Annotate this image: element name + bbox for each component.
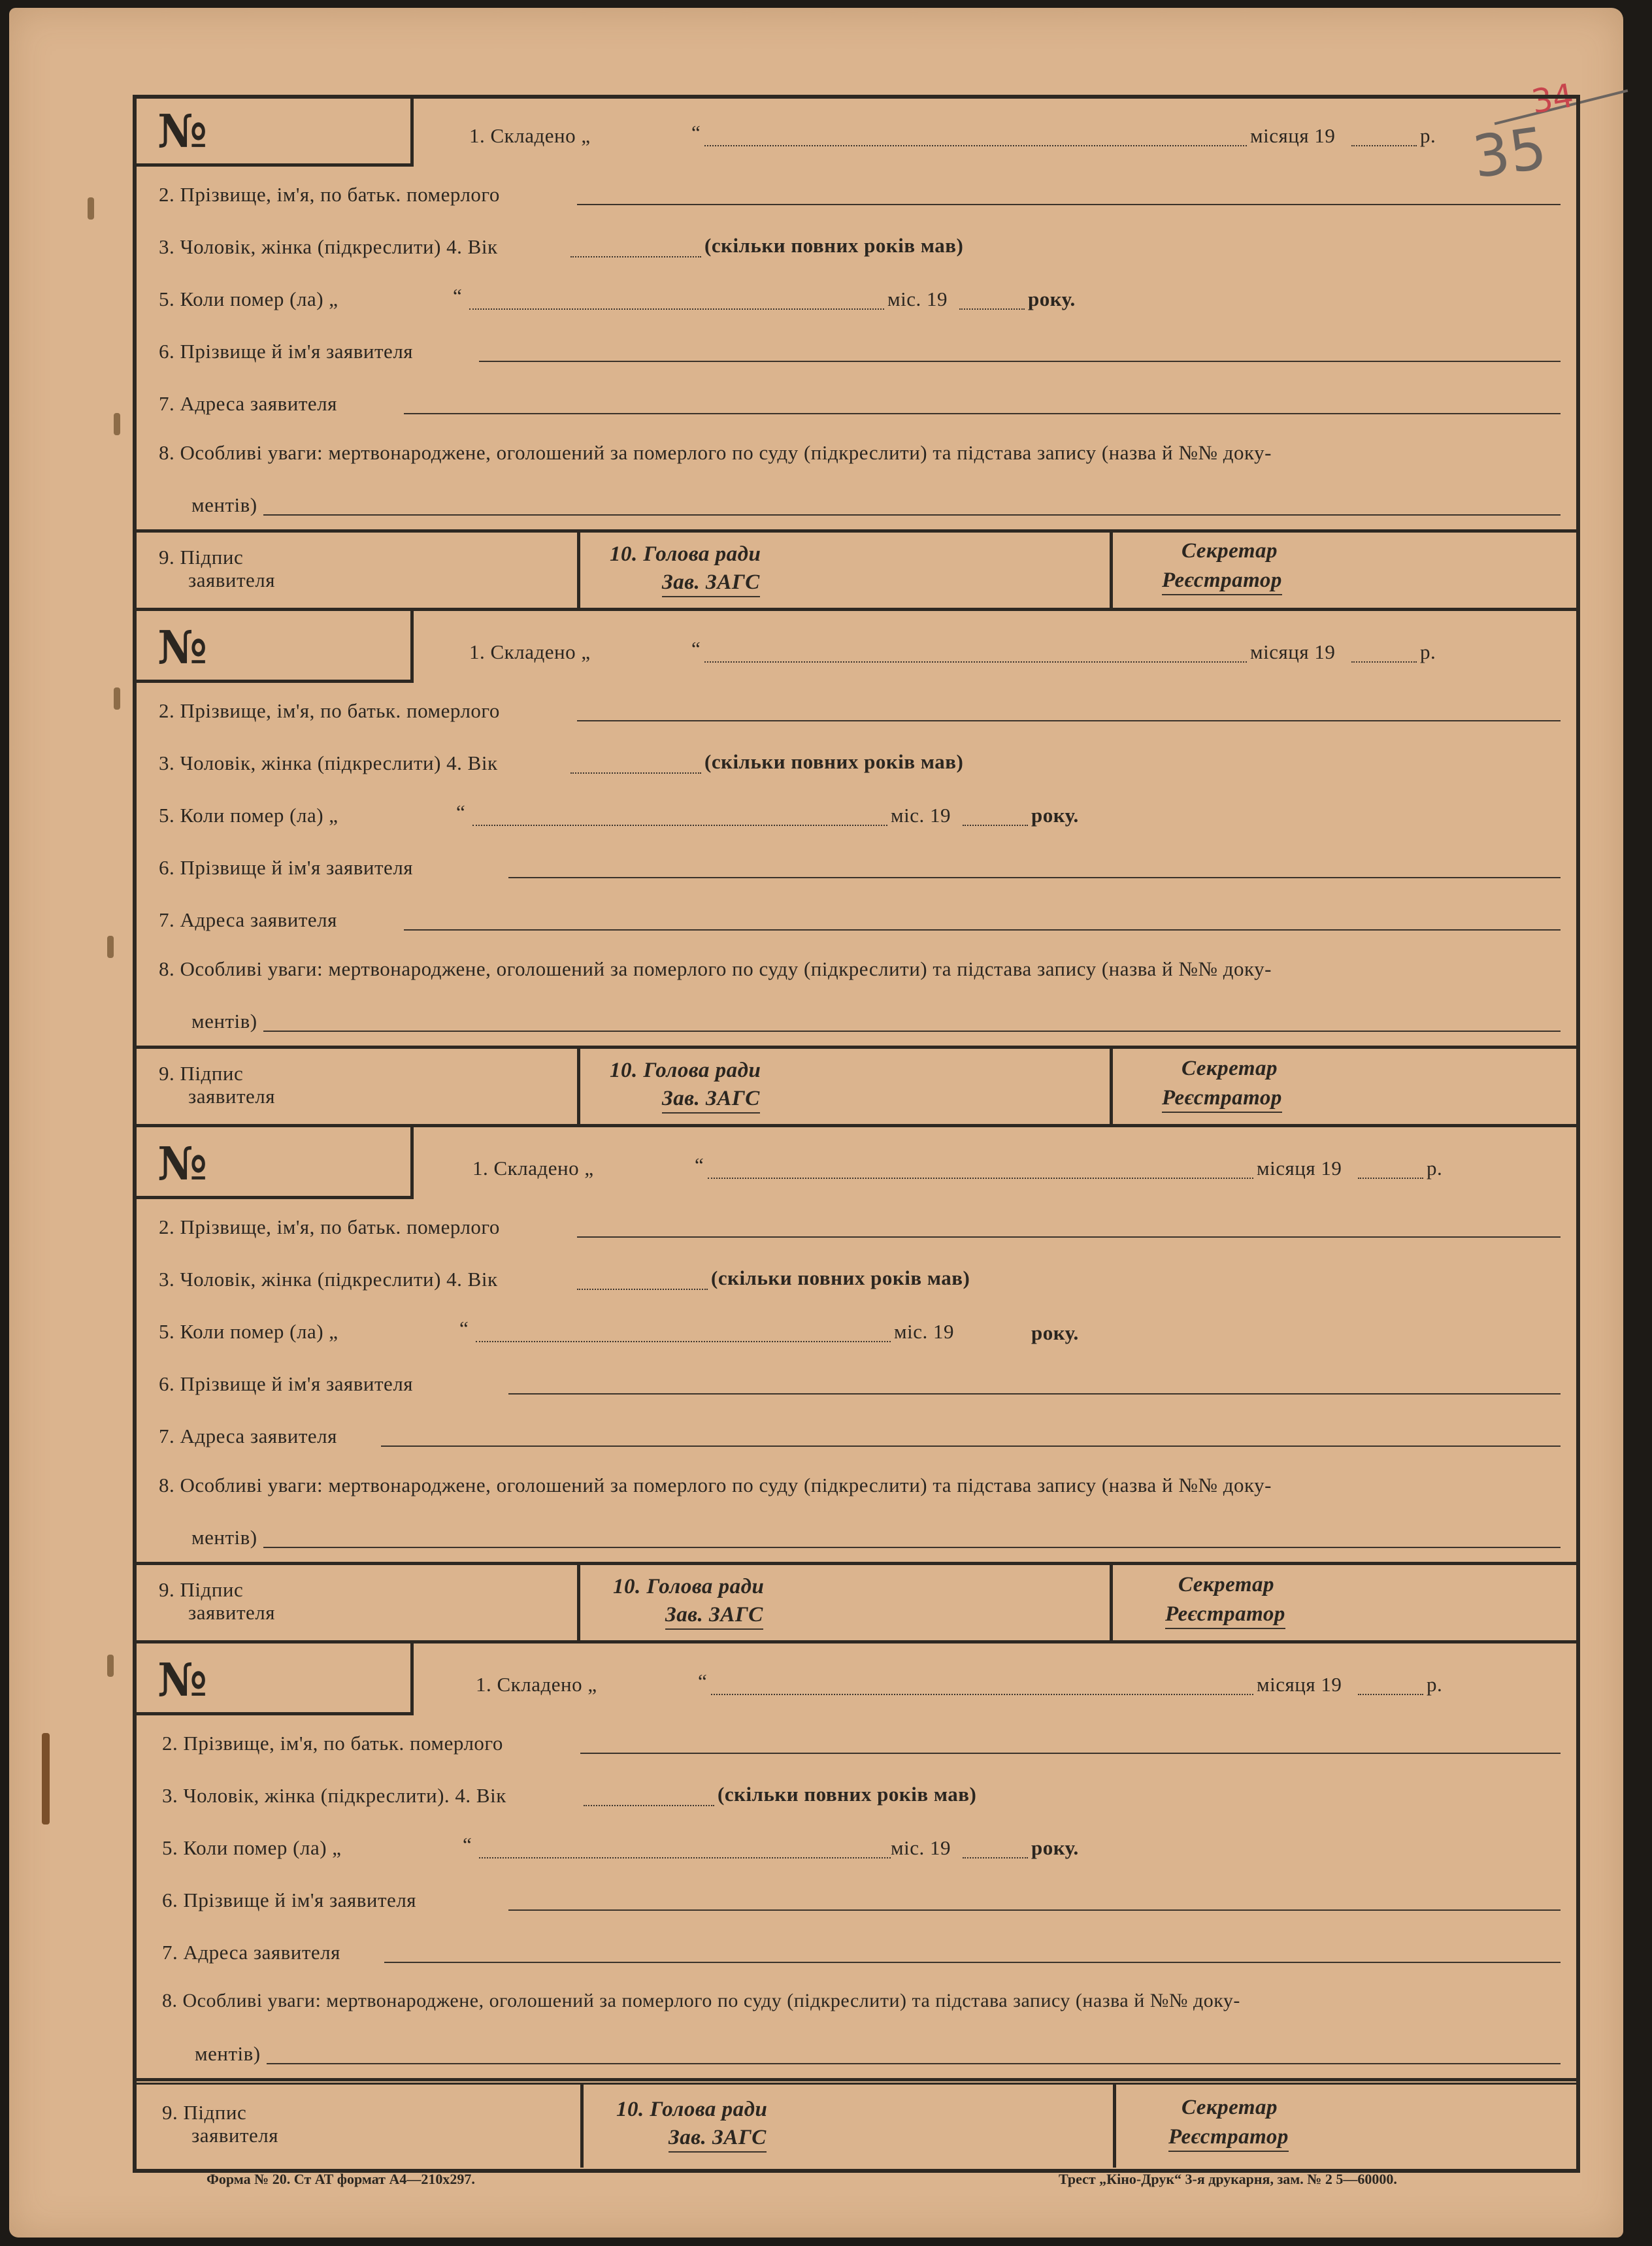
applicant-address-field[interactable] — [404, 929, 1561, 931]
applicant-address-label: 7. Адреса заявителя — [162, 1941, 340, 1964]
surname-label: 2. Прізвище, ім'я, по батьк. померлого — [162, 1732, 503, 1755]
applicant-address-field[interactable] — [404, 413, 1561, 414]
applicant-signature-label-2: заявителя — [188, 569, 276, 591]
died-quote: “ — [456, 801, 466, 823]
surname-field[interactable] — [577, 204, 1561, 205]
died-label: 5. Коли помер (ла) „ — [159, 1320, 339, 1343]
secretary-label: Секретар — [1181, 2096, 1278, 2119]
registry-head-label: Зав. ЗАГС — [665, 1603, 763, 1630]
compiled-label: 1. Складено „ — [469, 124, 591, 147]
applicant-name-field[interactable] — [508, 1393, 1561, 1395]
secretary-label: Секретар — [1178, 1573, 1274, 1596]
remarks-continuation: ментів) — [195, 2042, 261, 2065]
record-number-sign: № — [157, 620, 208, 674]
compiled-label: 1. Складено „ — [476, 1673, 597, 1696]
applicant-signature-label: 9. Підпис — [159, 1578, 244, 1601]
compiled-label: 1. Складено „ — [472, 1157, 594, 1180]
remarks-continuation: ментів) — [191, 1526, 257, 1549]
year-suffix: р. — [1427, 1157, 1443, 1180]
month-label: місяця 19 — [1257, 1673, 1342, 1696]
signature-col-divider — [580, 2083, 584, 2168]
signature-col-divider — [1113, 2083, 1116, 2168]
died-quote: “ — [463, 1833, 472, 1856]
signature-row-divider — [133, 2078, 1580, 2081]
applicant-signature-label: 9. Підпис — [159, 546, 244, 569]
year-suffix: р. — [1420, 640, 1436, 663]
paper-damage-mark — [42, 1733, 50, 1825]
death-month-label: міс. 19 — [887, 288, 948, 310]
applicant-signature-label-2: заявителя — [188, 1085, 276, 1108]
death-month-label: міс. 19 — [891, 804, 951, 827]
registry-head-label: Зав. ЗАГС — [669, 2126, 767, 2153]
surname-field[interactable] — [577, 720, 1561, 721]
compiled-quote: “ — [691, 121, 701, 144]
compiled-label: 1. Складено „ — [469, 640, 591, 663]
death-year-field[interactable] — [963, 1857, 1028, 1858]
surname-field[interactable] — [577, 1236, 1561, 1238]
signature-row-divider — [133, 1562, 1580, 1565]
sex-age-label: 3. Чоловік, жінка (підкреслити). 4. Вік — [162, 1784, 506, 1807]
signature-row-divider — [133, 529, 1580, 533]
age-field[interactable] — [570, 772, 701, 774]
record-number-box — [133, 611, 414, 683]
signature-col-divider — [577, 1562, 580, 1643]
record-number-box — [133, 95, 414, 167]
secretary-label: Секретар — [1181, 1057, 1278, 1080]
applicant-address-label: 7. Адреса заявителя — [159, 908, 337, 931]
age-field[interactable] — [570, 256, 701, 257]
sex-age-label: 3. Чоловік, жінка (підкреслити) 4. Вік — [159, 235, 498, 258]
applicant-signature-label-2: заявителя — [188, 1601, 276, 1624]
form-footer-left: Форма № 20. Ст АТ формат А4—210х297. — [206, 2171, 475, 2187]
applicant-address-label: 7. Адреса заявителя — [159, 392, 337, 415]
registrar-label: Реєстратор — [1165, 1602, 1285, 1629]
death-record-block-4 — [133, 1643, 1580, 2173]
record-number-box — [133, 1127, 414, 1199]
died-quote: “ — [453, 284, 463, 307]
death-date-field[interactable] — [472, 825, 887, 826]
compiled-date-field[interactable] — [704, 661, 1247, 663]
binding-hole — [88, 197, 94, 220]
form-footer-right: Трест „Кіно-Друк“ 3-я друкарня, зам. № 2 5—60000. — [1059, 2171, 1397, 2187]
compiled-year-field[interactable] — [1358, 1694, 1423, 1695]
applicant-address-label: 7. Адреса заявителя — [159, 1425, 337, 1447]
applicant-name-label: 6. Прізвище й ім'я заявителя — [162, 1889, 417, 1911]
registrar-label: Реєстратор — [1162, 1086, 1282, 1113]
compiled-date-field[interactable] — [704, 145, 1247, 146]
head-of-council-label: 10. Голова ради — [616, 2098, 768, 2121]
age-hint: (скільки повних років мав) — [704, 750, 964, 773]
applicant-address-field[interactable] — [384, 1962, 1561, 1963]
registry-head-label: Зав. ЗАГС — [662, 570, 760, 597]
year-suffix: р. — [1427, 1673, 1443, 1696]
died-label: 5. Коли помер (ла) „ — [162, 1836, 342, 1859]
compiled-year-field[interactable] — [1351, 661, 1417, 663]
registrar-label: Реєстратор — [1168, 2125, 1289, 2152]
signature-row-divider — [133, 1046, 1580, 1049]
died-label: 5. Коли помер (ла) „ — [159, 288, 339, 310]
signature-col-divider — [1110, 1562, 1113, 1643]
death-record-block-2 — [133, 611, 1580, 1127]
age-field[interactable] — [577, 1289, 708, 1290]
death-date-field[interactable] — [476, 1341, 891, 1342]
binding-hole — [114, 413, 120, 435]
age-hint: (скільки повних років мав) — [718, 1783, 977, 1806]
record-number-sign: № — [157, 1136, 208, 1191]
remarks-label: 8. Особливі уваги: мертвонароджене, оголошений за померлого по суду (підкреслити) та підстава запису (назва й №№ доку- — [162, 1990, 1240, 2011]
age-hint: (скільки повних років мав) — [704, 234, 964, 257]
death-date-field[interactable] — [469, 308, 884, 310]
binding-hole — [107, 1655, 114, 1677]
registry-head-label: Зав. ЗАГС — [662, 1087, 760, 1114]
remarks-continuation: ментів) — [191, 1010, 257, 1032]
signature-col-divider — [1110, 529, 1113, 611]
death-month-label: міс. 19 — [894, 1320, 954, 1343]
signature-col-divider — [577, 1046, 580, 1127]
surname-label: 2. Прізвище, ім'я, по батьк. померлого — [159, 699, 500, 722]
applicant-name-label: 6. Прізвище й ім'я заявителя — [159, 856, 414, 879]
head-of-council-label: 10. Голова ради — [610, 542, 761, 566]
page-number: 35 — [1468, 114, 1551, 191]
death-year-label: року. — [1031, 804, 1079, 827]
death-year-label: року. — [1031, 1836, 1079, 1859]
applicant-address-field[interactable] — [381, 1445, 1561, 1447]
death-year-field[interactable] — [963, 825, 1028, 826]
compiled-quote: “ — [695, 1153, 704, 1176]
remarks-continuation: ментів) — [191, 493, 257, 516]
applicant-signature-label: 9. Підпис — [159, 1062, 244, 1085]
binding-hole — [114, 687, 120, 710]
death-year-label: року. — [1028, 288, 1076, 310]
death-year-label: року. — [1031, 1321, 1079, 1344]
applicant-signature-label-2: заявителя — [191, 2124, 279, 2147]
death-record-block-1 — [133, 95, 1580, 611]
surname-field[interactable] — [580, 1753, 1561, 1754]
month-label: місяця 19 — [1257, 1157, 1342, 1180]
remarks-field[interactable] — [263, 514, 1561, 516]
sex-age-label: 3. Чоловік, жінка (підкреслити) 4. Вік — [159, 1268, 498, 1291]
signature-row-divider-double — [133, 2083, 1580, 2085]
sex-age-label: 3. Чоловік, жінка (підкреслити) 4. Вік — [159, 751, 498, 774]
death-year-field[interactable] — [959, 308, 1025, 310]
remarks-field[interactable] — [267, 2063, 1561, 2064]
death-month-label: міс. 19 — [891, 1836, 951, 1859]
secretary-label: Секретар — [1181, 539, 1278, 563]
death-date-field[interactable] — [479, 1857, 891, 1858]
compiled-year-field[interactable] — [1351, 145, 1417, 146]
compiled-date-field[interactable] — [708, 1178, 1253, 1179]
page-number-old: 34 — [1528, 76, 1577, 122]
applicant-signature-label: 9. Підпис — [162, 2101, 247, 2124]
age-hint: (скільки повних років мав) — [711, 1266, 970, 1289]
registrar-label: Реєстратор — [1162, 569, 1282, 595]
signature-col-divider — [1110, 1046, 1113, 1127]
record-number-sign: № — [157, 1653, 208, 1707]
remarks-label: 8. Особливі уваги: мертвонароджене, оголошений за померлого по суду (підкреслити) та підстава запису (назва й №№ доку- — [159, 957, 1272, 980]
record-number-box — [133, 1643, 414, 1715]
remarks-label: 8. Особливі уваги: мертвонароджене, оголошений за померлого по суду (підкреслити) та підстава запису (назва й №№ доку- — [159, 441, 1272, 464]
surname-label: 2. Прізвище, ім'я, по батьк. померлого — [159, 1215, 500, 1238]
applicant-name-field[interactable] — [508, 877, 1561, 878]
compiled-date-field[interactable] — [711, 1694, 1253, 1695]
applicant-name-label: 6. Прізвище й ім'я заявителя — [159, 340, 414, 363]
month-label: місяця 19 — [1250, 124, 1336, 147]
remarks-label: 8. Особливі уваги: мертвонароджене, оголошений за померлого по суду (підкреслити) та підстава запису (назва й №№ доку- — [159, 1474, 1272, 1496]
remarks-field[interactable] — [263, 1031, 1561, 1032]
died-label: 5. Коли помер (ла) „ — [159, 804, 339, 827]
surname-label: 2. Прізвище, ім'я, по батьк. померлого — [159, 183, 500, 206]
year-suffix: р. — [1420, 124, 1436, 147]
compiled-year-field[interactable] — [1358, 1178, 1423, 1179]
age-field[interactable] — [584, 1805, 714, 1806]
signature-col-divider — [577, 529, 580, 611]
remarks-field[interactable] — [263, 1547, 1561, 1548]
applicant-name-label: 6. Прізвище й ім'я заявителя — [159, 1372, 414, 1395]
compiled-quote: “ — [698, 1670, 708, 1693]
record-number-sign: № — [157, 104, 208, 158]
applicant-name-field[interactable] — [508, 1909, 1561, 1911]
binding-hole — [107, 936, 114, 958]
month-label: місяця 19 — [1250, 640, 1336, 663]
died-quote: “ — [459, 1317, 469, 1340]
head-of-council-label: 10. Голова ради — [613, 1575, 765, 1598]
compiled-quote: “ — [691, 637, 701, 660]
applicant-name-field[interactable] — [479, 361, 1561, 362]
death-record-block-3 — [133, 1127, 1580, 1643]
head-of-council-label: 10. Голова ради — [610, 1059, 761, 1082]
